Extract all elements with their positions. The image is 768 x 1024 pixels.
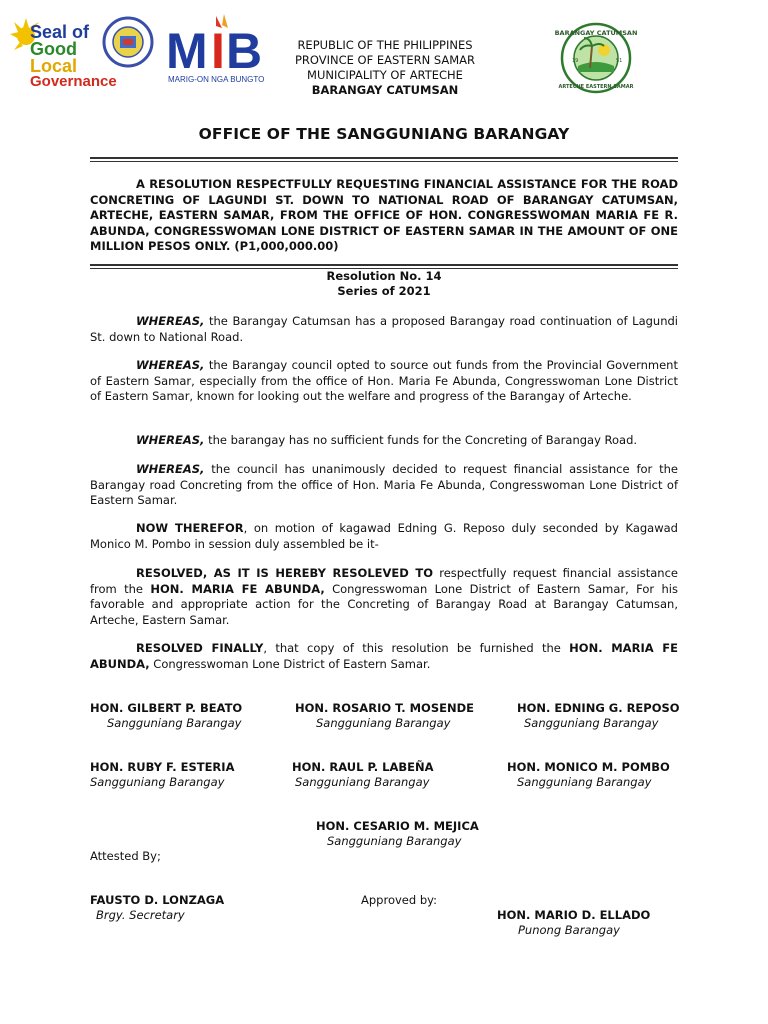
svg-text:Governance: Governance [30, 73, 117, 90]
signatory-role-reposo: Sangguniang Barangay [524, 716, 659, 730]
resolved-finally-paragraph: RESOLVED FINALLY, that copy of this resolution be furnished the HON. MARIA FE ABUNDA, Congresswoman Lone District of Eastern Samar. [90, 641, 679, 671]
svg-text:I: I [211, 23, 225, 79]
svg-text:M: M [166, 23, 206, 79]
punong-barangay-name: HON. MARIO D. ELLADO [497, 908, 651, 922]
whereas-paragraph-3: WHEREAS, the barangay has no sufficient funds for the Concreting of Barangay Road. [136, 433, 638, 447]
secretary-name: FAUSTO D. LONZAGA [90, 893, 225, 907]
secretary-role: Brgy. Secretary [96, 908, 185, 922]
header-line-municipality: MUNICIPALITY OF ARTECHE [307, 68, 463, 82]
header-line-barangay: BARANGAY CATUMSAN [311, 83, 459, 97]
whereas-paragraph-1: WHEREAS, the Barangay Catumsan has a proposed Barangay road continuation of Lagundi St. down to National Road. [90, 314, 678, 344]
signatory-role-mosende: Sangguniang Barangay [316, 716, 451, 730]
svg-text:B: B [226, 23, 263, 79]
now-therefor-paragraph: NOW THEREFOR, on motion of kagawad Edning G. Reposo duly seconded by Kagawad Monico M. Pombo in session duly assembled be it- [90, 521, 678, 551]
signatory-role-labena: Sangguniang Barangay [295, 775, 430, 789]
resolution-number: Resolution No. 14 [326, 269, 442, 283]
signatory-role-mejica: Sangguniang Barangay [327, 834, 462, 848]
approved-by-label: Approved by: [361, 893, 437, 907]
letterhead [270, 38, 500, 98]
svg-text:19: 19 [572, 58, 579, 64]
svg-text:BARANGAY CATUMSAN: BARANGAY CATUMSAN [554, 29, 638, 37]
barangay-catumsan-seal [554, 22, 638, 94]
svg-text:Good: Good [30, 39, 77, 59]
mib-logo [164, 14, 282, 86]
divider-top [90, 157, 678, 162]
resolution-title: A RESOLUTION RESPECTFULLY REQUESTING FINANCIAL ASSISTANCE FOR THE ROAD CONCRETING OF LAGUNDI ST. DOWN TO NATIONAL ROAD OF BARANGAY CATUMSAN, ARTECHE, EASTERN SAMAR, FROM THE OFFICE OF HON. CONGRESSWOMAN MARIA FE R. ABUNDA, CONGRESSWOMAN LONE DISTRICT OF EASTERN SAMAR IN THE AMOUNT OF ONE MILLION PESOS ONLY. (P1,000,000.00) [90, 177, 678, 253]
svg-text:51: 51 [616, 58, 623, 64]
svg-text:Seal of: Seal of [30, 22, 90, 42]
resolution-number-block [0, 269, 768, 299]
svg-text:MARIG-ON NGA BUNGTO: MARIG-ON NGA BUNGTO [168, 75, 265, 84]
signatory-role-pombo: Sangguniang Barangay [517, 775, 652, 789]
punong-barangay-role: Punong Barangay [518, 923, 620, 937]
signatory-name-mosende: HON. ROSARIO T. MOSENDE [295, 701, 474, 715]
svg-text:Local: Local [30, 56, 78, 76]
header-line-country: REPUBLIC OF THE PHILIPPINES [297, 38, 473, 52]
svg-text:ARTECHE EASTERN SAMAR: ARTECHE EASTERN SAMAR [558, 84, 634, 90]
seal-of-good-local-governance-logo [6, 12, 156, 88]
signatory-role-esteria: Sangguniang Barangay [90, 775, 225, 789]
signatory-name-mejica: HON. CESARIO M. MEJICA [316, 819, 479, 833]
whereas-paragraph-4: WHEREAS, the council has unanimously decided to request financial assistance for the Barangay road Concreting from the office of Hon. Maria Fe Abunda, Congresswoman Lone District of Eastern Samar. [90, 462, 678, 507]
signatory-name-pombo: HON. MONICO M. POMBO [507, 760, 670, 774]
attested-by-label: Attested By; [90, 849, 161, 863]
signatory-role-beato: Sangguniang Barangay [107, 716, 242, 730]
header-line-province: PROVINCE OF EASTERN SAMAR [294, 53, 476, 67]
signatory-name-labena: HON. RAUL P. LABEÑA [292, 760, 434, 774]
resolved-paragraph: RESOLVED, AS IT IS HEREBY RESOLEVED TO respectfully request financial assistance from the HON. MARIA FE ABUNDA, Congresswoman Lone District of Eastern Samar, For his favorable and appropriate action for the Concreting of Barangay Road at Barangay Catumsan, Arteche, Eastern Samar. [90, 566, 678, 627]
signatory-name-reposo: HON. EDNING G. REPOSO [517, 701, 680, 715]
resolution-series: Series of 2021 [337, 284, 431, 298]
office-title: OFFICE OF THE SANGGUNIANG BARANGAY [198, 125, 570, 143]
signatory-name-beato: HON. GILBERT P. BEATO [90, 701, 243, 715]
whereas-paragraph-2: WHEREAS, the Barangay council opted to source out funds from the Provincial Government of Eastern Samar, especially from the office of Hon. Maria Fe Abunda, Congresswoman Lone District of Eastern Samar, known for looking out the welfare and progress of the Barangay of Arteche. [90, 358, 678, 403]
signatory-name-esteria: HON. RUBY F. ESTERIA [90, 760, 235, 774]
